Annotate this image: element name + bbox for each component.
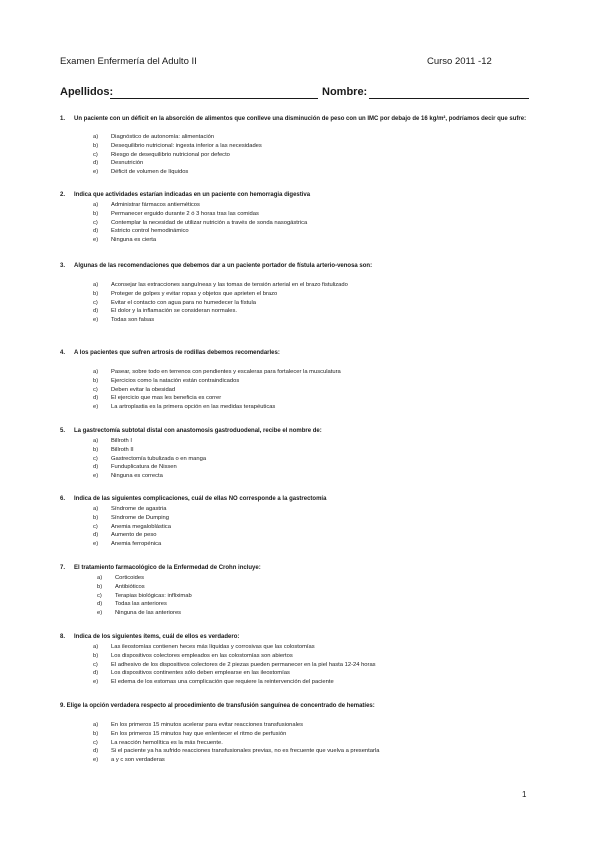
question-text: Indica que actividades estarían indicadas en un paciente con hemorragia digestiva [74,192,311,198]
option-d[interactable]: d) Aumento de peso [93,532,157,539]
option-e[interactable]: e) La artroplastia es la primera opción en las medidas terapéuticas [93,404,276,411]
option-e[interactable]: e) Todas son falsas [93,317,155,324]
option-c[interactable]: c) Terapias biológicas: infliximab [97,592,192,599]
option-d[interactable]: d) Estricto control hemodinámico [93,228,189,235]
question-6-options [93,505,533,549]
option-e[interactable]: e) Ninguna de las anteriores [97,610,182,617]
question-number: 8. [60,634,66,640]
page-number: 1 [522,790,527,799]
question-text: El tratamiento farmacológico de la Enfermedad de Crohn incluye: [74,565,261,571]
option-a[interactable]: a) Aconsejar las extracciones sanguíneas y las tomas de tensión arterial en el brazo fistulizado [93,282,348,288]
option-e[interactable]: e) El edema de los estomas una complicación que requiere la reintervención del paciente [93,679,334,686]
option-d[interactable]: d) Funduplicatura de Nissen [93,464,177,471]
student-name-row [60,86,540,102]
option-d[interactable]: d) Si el paciente ya ha sufrido reacciones transfusionales previas, no es frecuente que vuelva a presentarla [93,748,380,755]
option-b[interactable]: b) En los primeros 15 minutos hay que enlentecer el ritmo de perfusión [93,730,287,737]
option-b[interactable]: b) Proteger de golpes y evitar ropas y objetos que aprieten el brazo [93,290,278,297]
option-a[interactable]: a) En los primeros 15 minutos acelerar para evitar reacciones transfusionales [93,722,304,728]
option-a[interactable]: a) Corticoides [97,575,144,581]
course-year: Curso 2011 -12 [427,56,492,67]
option-c[interactable]: c) El adhesivo de los dispositivos colectores de 2 piezas pueden permanecer en la piel hasta 12-24 horas [93,661,376,668]
option-b[interactable]: b) Los dispositivos colectores empleados en las colostomías son abiertos [93,652,293,659]
option-c[interactable]: c) Deben evitar la obesidad [93,386,176,393]
option-e[interactable]: e) Anemia ferropénica [93,541,162,548]
option-b[interactable]: b) Desequilibrio nutricional: ingesta inferior a las necesidades [93,142,262,149]
exam-title: Examen Enfermería del Adulto II [60,56,197,67]
question-text: 9. Elige la opción verdadera respecto al procedimiento de transfusión sanguínea de concentrado de hematíes: [60,703,375,709]
question-number: 2. [60,192,66,198]
option-c[interactable]: c) Anemia megaloblástica [93,523,171,530]
question-text: Algunas de las recomendaciones que debemos dar a un paciente portador de fístula arterio-venosa son: [74,263,373,269]
question-number: 1. [60,116,66,122]
option-a[interactable]: a) Pasear, sobre todo en terrenos con pendientes y escaleras para fortalecer la musculatura [93,369,341,375]
name-label: Nombre: [322,86,368,98]
question-1-options [93,133,533,177]
question-number: 6. [60,496,66,502]
option-b[interactable]: b) Permanecer erguido durante 2 ó 3 horas tras las comidas [93,210,259,217]
option-d[interactable]: d) El dolor y la inflamación se consideran normales. [93,308,237,315]
question-7-options [97,574,537,618]
option-e[interactable]: e) Ninguna es correcta [93,473,163,480]
surname-field-line[interactable] [110,98,318,99]
option-b[interactable]: b) Ejercicios como la natación están contraindicados [93,377,240,384]
question-text: Indica de las siguientes complicaciones, cuál de ellas NO corresponde a la gastrectomía [74,496,327,502]
question-2-options [93,201,533,245]
surname-label: Apellidos: [60,86,114,98]
question-number: 5. [60,428,66,434]
question-text: A los pacientes que sufren artrosis de rodillas debemos recomendarles: [74,350,280,356]
question-number: 3. [60,263,66,269]
option-d[interactable]: d) Los dispositivos continentes sólo deben emplearse en las ileostomías [93,670,290,677]
option-d[interactable]: d) Todas las anteriores [97,601,167,608]
option-d[interactable]: d) Desnutrición [93,160,144,167]
name-field-line[interactable] [369,98,529,99]
question-number: 7. [60,565,66,571]
option-d[interactable]: d) El ejercicio que mas les beneficia es correr [93,395,222,402]
option-c[interactable]: c) Evitar el contacto con agua para no humedecer la fístula [93,299,257,306]
question-number: 4. [60,350,66,356]
question-text: Indica de los siguientes ítems, cuál de ellos es verdadero: [74,634,240,640]
option-b[interactable]: b) Billroth II [93,446,134,453]
question-text: La gastrectomía subtotal distal con anastomosis gastroduodenal, recibe el nombre de: [74,428,322,434]
question-8-options [93,643,533,687]
option-a[interactable]: a) Billroth I [93,438,132,444]
option-a[interactable]: a) Las ileostomías contienen heces más líquidas y corrosivas que las colostomías [93,644,315,650]
option-b[interactable]: b) Síndrome de Dumping [93,514,169,521]
option-c[interactable]: c) La reacción hemolítica es la más frecuente. [93,739,223,746]
option-b[interactable]: b) Antibióticos [97,583,145,590]
question-5-options [93,437,533,481]
option-a[interactable]: a) Diagnóstico de autonomía: alimentación [93,134,215,140]
option-e[interactable]: e) Déficit de volumen de líquidos [93,169,189,176]
option-c[interactable]: c) Riesgo de desequilibrio nutricional por defecto [93,151,230,158]
question-text: Un paciente con un déficit en la absorción de alimentos que conlleve una disminución de peso con un IMC por debajo de 16 kg/m², podríamos decir que sufre: [74,116,527,122]
question-9-options [93,721,533,765]
option-c[interactable]: c) Gastrectomía tubulizada o en manga [93,455,207,462]
option-a[interactable]: a) Administrar fármacos antieméticos [93,202,200,208]
question-3-options [93,281,533,325]
question-4-options [93,368,533,412]
option-a[interactable]: a) Síndrome de agastria [93,506,167,512]
option-c[interactable]: c) Contemplar la necesidad de utilizar nutrición a través de sonda nasogástrica [93,219,308,226]
option-e[interactable]: e) Ninguna es cierta [93,237,157,244]
option-e[interactable]: e) a y c son verdaderas [93,757,165,764]
